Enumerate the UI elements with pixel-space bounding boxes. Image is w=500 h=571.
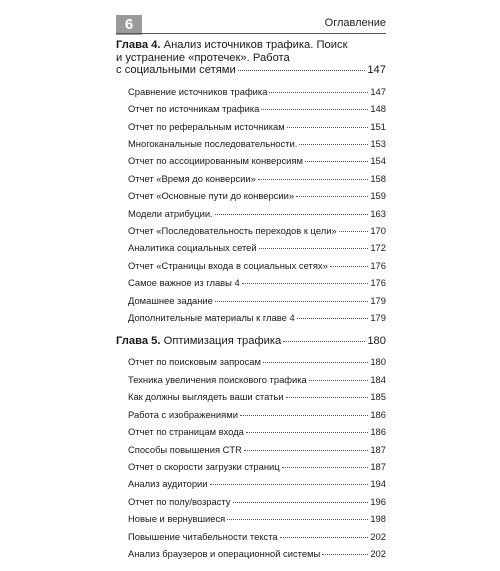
toc-entry-title: Отчет по полу/возрасту	[128, 495, 231, 507]
page-header	[0, 0, 500, 34]
toc-entry-title: Отчет по реферальным источникам	[128, 120, 285, 132]
toc-entry[interactable]	[116, 545, 386, 562]
dot-leader	[227, 519, 368, 520]
toc-entry-page: 180	[370, 356, 386, 368]
toc-entry-title: Повышение читабельности текста	[128, 530, 278, 542]
toc-entry-title: Работа с изображениями	[128, 408, 238, 420]
toc-entry-page: 186	[370, 426, 386, 438]
toc-entry-page: 172	[370, 242, 386, 254]
dot-leader	[305, 161, 368, 162]
section-title: Оглавление	[324, 17, 386, 29]
chapter-4-page: 147	[367, 64, 386, 77]
chapter-5-entries	[116, 353, 386, 562]
toc-entry-page: 151	[370, 120, 386, 132]
dot-leader	[215, 214, 369, 215]
toc-entry-page: 196	[370, 495, 386, 507]
dot-leader	[299, 144, 368, 145]
toc-entry-page: 154	[370, 155, 386, 167]
toc-entry[interactable]	[116, 118, 386, 135]
toc-entry[interactable]	[116, 309, 386, 326]
chapter-4-title-line3: с социальными сетями	[116, 64, 236, 77]
dot-leader	[322, 554, 368, 555]
toc-entry-title: Отчет по поисковым запросам	[128, 356, 261, 368]
toc-entry[interactable]	[116, 187, 386, 204]
dot-leader	[263, 362, 368, 363]
toc-entry-title: Отчет о скорости загрузки страниц	[128, 460, 280, 472]
dot-leader	[282, 467, 369, 468]
chapter-5-title: Оптимизация трафика	[163, 335, 282, 348]
toc-entry[interactable]	[116, 388, 386, 405]
dot-leader	[283, 341, 365, 342]
dot-leader	[269, 92, 368, 93]
toc-entry-title: Отчет «Основные пути до конверсии»	[128, 190, 295, 202]
toc-entry-title: Техника увеличения поискового трафика	[128, 373, 307, 385]
toc-entry-page: 163	[370, 207, 386, 219]
toc-entry-page: 202	[370, 547, 386, 559]
toc-entry[interactable]	[116, 510, 386, 527]
toc-entry-page: 159	[370, 190, 386, 202]
dot-leader	[297, 318, 369, 319]
toc-entry[interactable]	[116, 222, 386, 239]
toc-entry[interactable]	[116, 441, 386, 458]
dot-leader	[330, 266, 369, 267]
toc-entry[interactable]	[116, 528, 386, 545]
table-of-contents	[116, 39, 386, 571]
dot-leader	[296, 196, 368, 197]
toc-entry-title: Способы повышения CTR	[128, 443, 242, 455]
toc-entry-title: Аналитика социальных сетей	[128, 242, 257, 254]
dot-leader	[287, 127, 369, 128]
toc-entry-page: 179	[370, 294, 386, 306]
chapter-4-label: Глава 4.	[116, 39, 161, 51]
chapter-5-heading[interactable]	[116, 335, 386, 348]
toc-entry-title: Отчет «Время до конверсии»	[128, 172, 256, 184]
toc-entry-page: 176	[370, 259, 386, 271]
toc-entry-page: 187	[370, 460, 386, 472]
chapter-5-label: Глава 5.	[116, 335, 161, 348]
toc-entry-title: Как должны выглядеть ваши статьи	[128, 391, 284, 403]
toc-entry[interactable]	[116, 205, 386, 222]
chapter-4	[116, 39, 386, 326]
toc-entry-page: 148	[370, 103, 386, 115]
toc-entry[interactable]	[116, 170, 386, 187]
dot-leader	[210, 484, 369, 485]
header-rule	[116, 33, 386, 34]
toc-entry-page: 186	[370, 408, 386, 420]
toc-entry[interactable]	[116, 493, 386, 510]
toc-entry-title: Отчет «Последовательность переходов к цели»	[128, 225, 337, 237]
dot-leader	[246, 432, 368, 433]
toc-entry-title: Модели атрибуции.	[128, 207, 213, 219]
toc-entry-title: Дополнительные материалы к главе 4	[128, 312, 295, 324]
toc-entry-page: 147	[370, 85, 386, 97]
dot-leader	[286, 397, 369, 398]
toc-entry-title: Отчет по источникам трафика	[128, 103, 260, 115]
toc-entry[interactable]	[116, 371, 386, 388]
toc-entry-title: Самое важное из главы 4	[128, 277, 240, 289]
toc-entry[interactable]	[116, 135, 386, 152]
toc-entry[interactable]	[116, 257, 386, 274]
toc-entry-page: 153	[370, 138, 386, 149]
dot-leader	[238, 70, 366, 71]
dot-leader	[244, 450, 368, 451]
toc-entry[interactable]	[116, 100, 386, 117]
dot-leader	[240, 415, 368, 416]
toc-entry-title: Многоканальные последовательности.	[128, 138, 298, 149]
toc-entry[interactable]	[116, 353, 386, 370]
toc-entry[interactable]	[116, 239, 386, 256]
toc-entry-title: Домашнее задание	[128, 294, 213, 306]
dot-leader	[242, 283, 369, 284]
toc-entry[interactable]	[116, 458, 386, 475]
toc-entry-title: Анализ аудитории	[128, 478, 208, 490]
toc-entry[interactable]	[116, 83, 386, 100]
dot-leader	[309, 380, 369, 381]
dot-leader	[233, 502, 369, 503]
toc-entry[interactable]	[116, 292, 386, 309]
toc-entry-page: 187	[370, 443, 386, 455]
toc-entry-title: Сравнение источников трафика	[128, 85, 268, 97]
toc-entry-page: 184	[370, 373, 386, 385]
toc-entry[interactable]	[116, 152, 386, 169]
toc-entry-page: 194	[370, 478, 386, 490]
toc-entry-page: 158	[370, 172, 386, 184]
toc-entry[interactable]	[116, 406, 386, 423]
toc-entry-page: 179	[370, 312, 386, 324]
dot-leader	[258, 179, 368, 180]
dot-leader	[261, 109, 368, 110]
toc-entry[interactable]	[116, 475, 386, 492]
chapter-4-title-line2: и устранение «протечек». Работа	[116, 51, 290, 64]
toc-entry[interactable]	[116, 423, 386, 440]
chapter-5	[116, 335, 386, 562]
toc-entry-page: 198	[370, 513, 386, 525]
dot-leader	[215, 301, 368, 302]
chapter-4-entries	[116, 83, 386, 327]
chapter-4-heading[interactable]	[116, 39, 386, 77]
toc-entry-title: Отчет по ассоциированным конверсиям	[128, 155, 303, 167]
chapter-5-page: 180	[367, 335, 386, 348]
toc-entry[interactable]	[116, 274, 386, 291]
toc-entry-page: 202	[370, 530, 386, 542]
toc-entry-page: 185	[370, 391, 386, 403]
toc-entry-title: Отчет «Страницы входа в социальных сетях»	[128, 259, 328, 271]
page-number-badge: 6	[116, 15, 142, 35]
toc-entry-title: Отчет по страницам входа	[128, 426, 244, 438]
toc-entry-page: 170	[370, 225, 386, 237]
toc-entry-title: Новые и вернувшиеся	[128, 513, 226, 525]
dot-leader	[339, 231, 369, 232]
dot-leader	[259, 248, 369, 249]
chapter-4-title-line1: Анализ источников трафика. Поиск	[163, 39, 348, 51]
toc-entry-title: Анализ браузеров и операционной системы	[128, 547, 321, 559]
dot-leader	[280, 537, 369, 538]
toc-entry-page: 176	[370, 277, 386, 289]
